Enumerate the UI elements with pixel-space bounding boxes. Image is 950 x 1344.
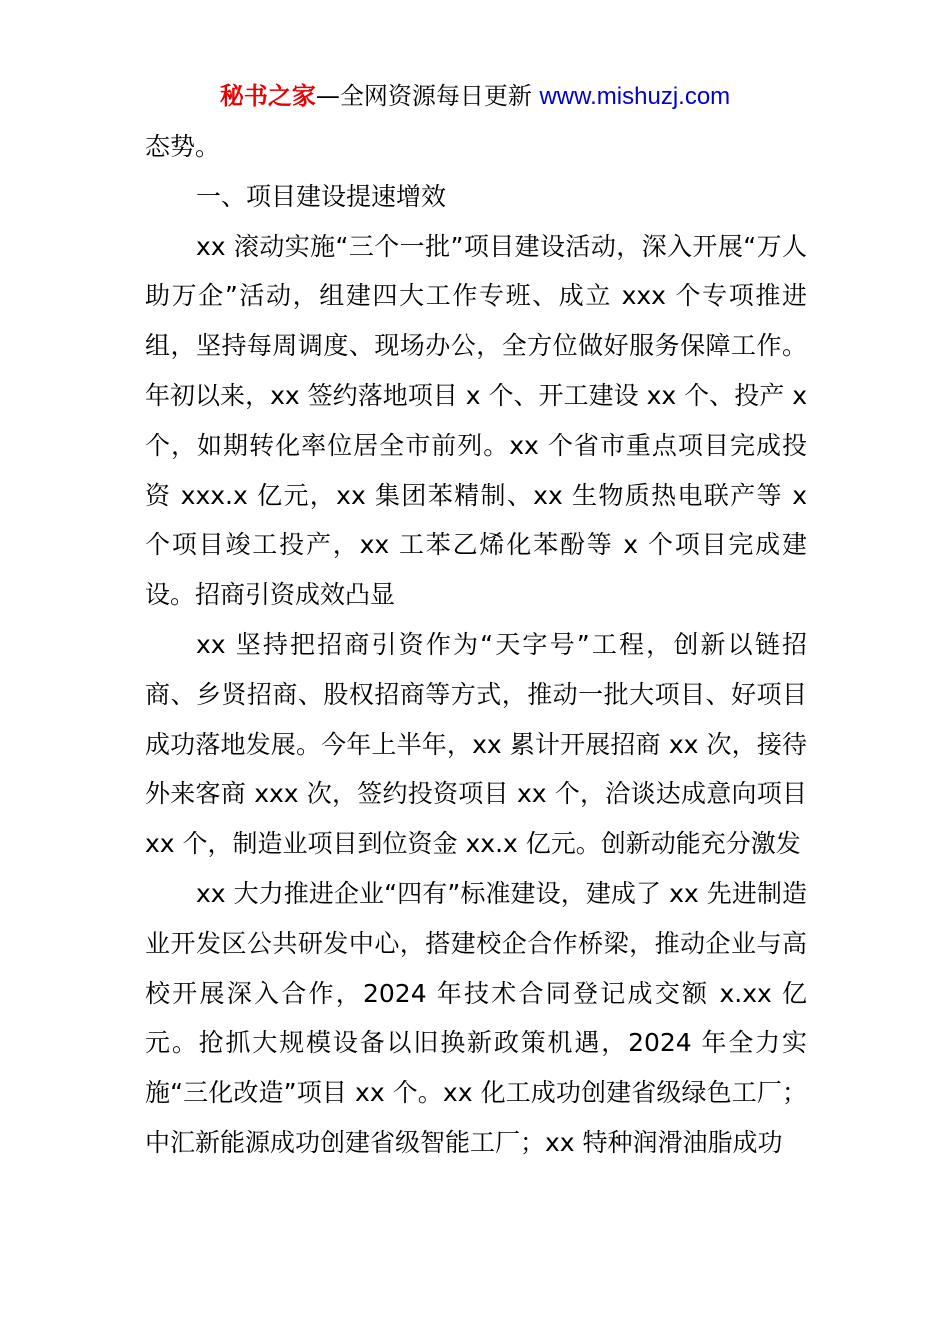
document-body bbox=[145, 122, 807, 1168]
site-tagline: —全网资源每日更新 bbox=[315, 82, 540, 110]
site-brand: 秘书之家 bbox=[219, 82, 316, 110]
paragraph-innovation: xx 大力推进企业“四有”标准建设，建成了 xx 先进制造业开发区公共研发中心，搭建校企合作桥梁，推动企业与高校开展深入合作，2024 年技术合同登记成交额 x.xx 亿元。抢抓大规模设备以旧换新政策机遇，2024 年全力实施“三化改造”项目 xx 个。xx 化工成功创建省级绿色工厂；中汇新能源成功创建省级智能工厂；xx 特种润滑油脂成功 bbox=[145, 878, 807, 1157]
paragraph-investment-promotion: xx 坚持把招商引资作为“天字号”工程，创新以链招商、乡贤招商、股权招商等方式，推动一批大项目、好项目成功落地发展。今年上半年，xx 累计开展招商 xx 次，接待外来客商 xxx 次，签约投资项目 xx 个，洽谈达成意向项目 xx 个，制造业项目到位资金 xx.x 亿元。创新动能充分激发 bbox=[145, 629, 807, 859]
site-header bbox=[0, 80, 950, 113]
site-url-link[interactable]: www.mishuzj.com bbox=[539, 83, 731, 110]
paragraph-continuation: 态势。 bbox=[145, 132, 221, 161]
paragraph-project-construction: xx 滚动实施“三个一批”项目建设活动，深入开展“万人助万企”活动，组建四大工作专班、成立 xxx 个专项推进组，坚持每周调度、现场办公，全方位做好服务保障工作。年初以来，xx 签约落地项目 x 个、开工建设 xx 个、投产 x 个，如期转化率位居全市前列。xx 个省市重点项目完成投资 xxx.x 亿元，xx 集团苯精制、xx 生物质热电联产等 x 个项目竣工投产，xx 工苯乙烯化苯酚等 x 个项目完成建设。招商引资成效凸显 bbox=[145, 231, 807, 610]
section-heading: 一、项目建设提速增效 bbox=[196, 181, 447, 211]
